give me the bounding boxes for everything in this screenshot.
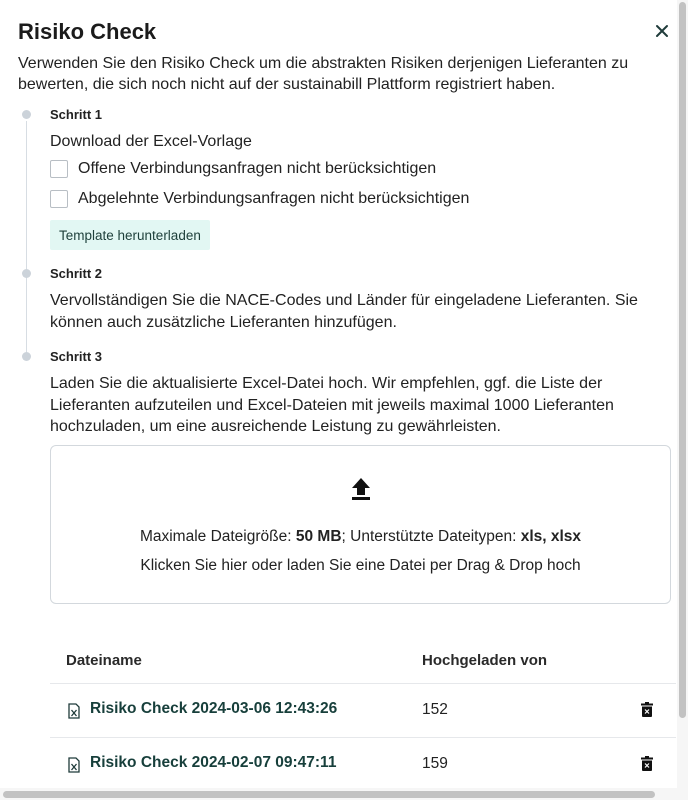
step-2-text: Vervollständigen Sie die NACE-Codes und Länder für eingeladene Lieferanten. Sie können auch zusätzliche Lieferanten hinzufügen. xyxy=(50,292,638,331)
excel-file-icon xyxy=(68,703,80,719)
uploaded-by-value: 152 xyxy=(422,701,448,718)
max-size-label: Maximale Dateigröße: xyxy=(139,528,292,545)
upload-icon xyxy=(350,476,372,502)
max-size-value: 50 MB xyxy=(295,528,342,545)
step-2-label: Schritt 2 xyxy=(50,266,103,281)
step-1-label: Schritt 1 xyxy=(50,107,103,122)
file-types-label: ; Unterstützte Dateitypen: xyxy=(341,528,517,545)
checkbox-rejected-requests-box[interactable] xyxy=(50,190,68,208)
file-link[interactable]: Risiko Check 2024-03-06 12:43:26 xyxy=(90,700,338,717)
delete-icon[interactable] xyxy=(641,756,653,771)
download-template-button[interactable]: Template herunterladen xyxy=(50,220,210,250)
dropzone-limits xyxy=(51,528,670,546)
step-2-marker xyxy=(22,269,31,278)
uploads-table-header xyxy=(50,640,676,684)
file-types-value: xls, xlsx xyxy=(520,528,582,545)
dropzone-hint: Klicken Sie hier oder laden Sie eine Datei per Drag & Drop hoch xyxy=(140,557,581,574)
dialog-intro: Verwenden Sie den Risiko Check um die abstrakten Risiken derjenigen Lieferanten zu bewerten, die sich noch nicht auf der sustainabill Plattform registriert haben. xyxy=(18,55,629,93)
step-1-marker xyxy=(22,110,31,119)
checkbox-rejected-requests-label: Abgelehnte Verbindungsanfragen nicht berücksichtigen xyxy=(78,190,470,207)
delete-icon[interactable] xyxy=(641,702,653,717)
column-uploaded-by: Hochgeladen von xyxy=(422,652,548,669)
step-3-label: Schritt 3 xyxy=(50,349,103,364)
file-link[interactable]: Risiko Check 2024-02-07 09:47:11 xyxy=(90,754,337,771)
checkbox-rejected-requests[interactable] xyxy=(50,189,469,209)
horizontal-scrollbar[interactable] xyxy=(3,791,655,798)
steps-timeline xyxy=(26,121,27,353)
table-row xyxy=(50,738,676,788)
checkbox-open-requests[interactable] xyxy=(50,159,436,179)
step-1-text: Download der Excel-Vorlage xyxy=(50,133,252,150)
step-3-marker xyxy=(22,352,31,361)
checkbox-open-requests-label: Offene Verbindungsanfragen nicht berücksichtigen xyxy=(78,160,437,177)
file-dropzone[interactable] xyxy=(50,445,671,604)
vertical-scrollbar[interactable] xyxy=(679,2,686,718)
checkbox-open-requests-box[interactable] xyxy=(50,160,68,178)
step-3-text: Laden Sie die aktualisierte Excel-Datei hoch. Wir empfehlen, ggf. die Liste der Lieferanten aufzuteilen und Excel-Dateien mit jeweils maximal 1000 Lieferanten hochzuladen, um eine ausreichende Leistung zu gewährleisten. xyxy=(50,375,614,435)
uploaded-by-value: 159 xyxy=(422,755,448,772)
column-filename: Dateiname xyxy=(66,652,142,669)
excel-file-icon xyxy=(68,757,80,773)
table-row xyxy=(50,684,676,738)
dialog-title: Risiko Check xyxy=(18,19,157,44)
close-icon[interactable] xyxy=(651,20,673,42)
